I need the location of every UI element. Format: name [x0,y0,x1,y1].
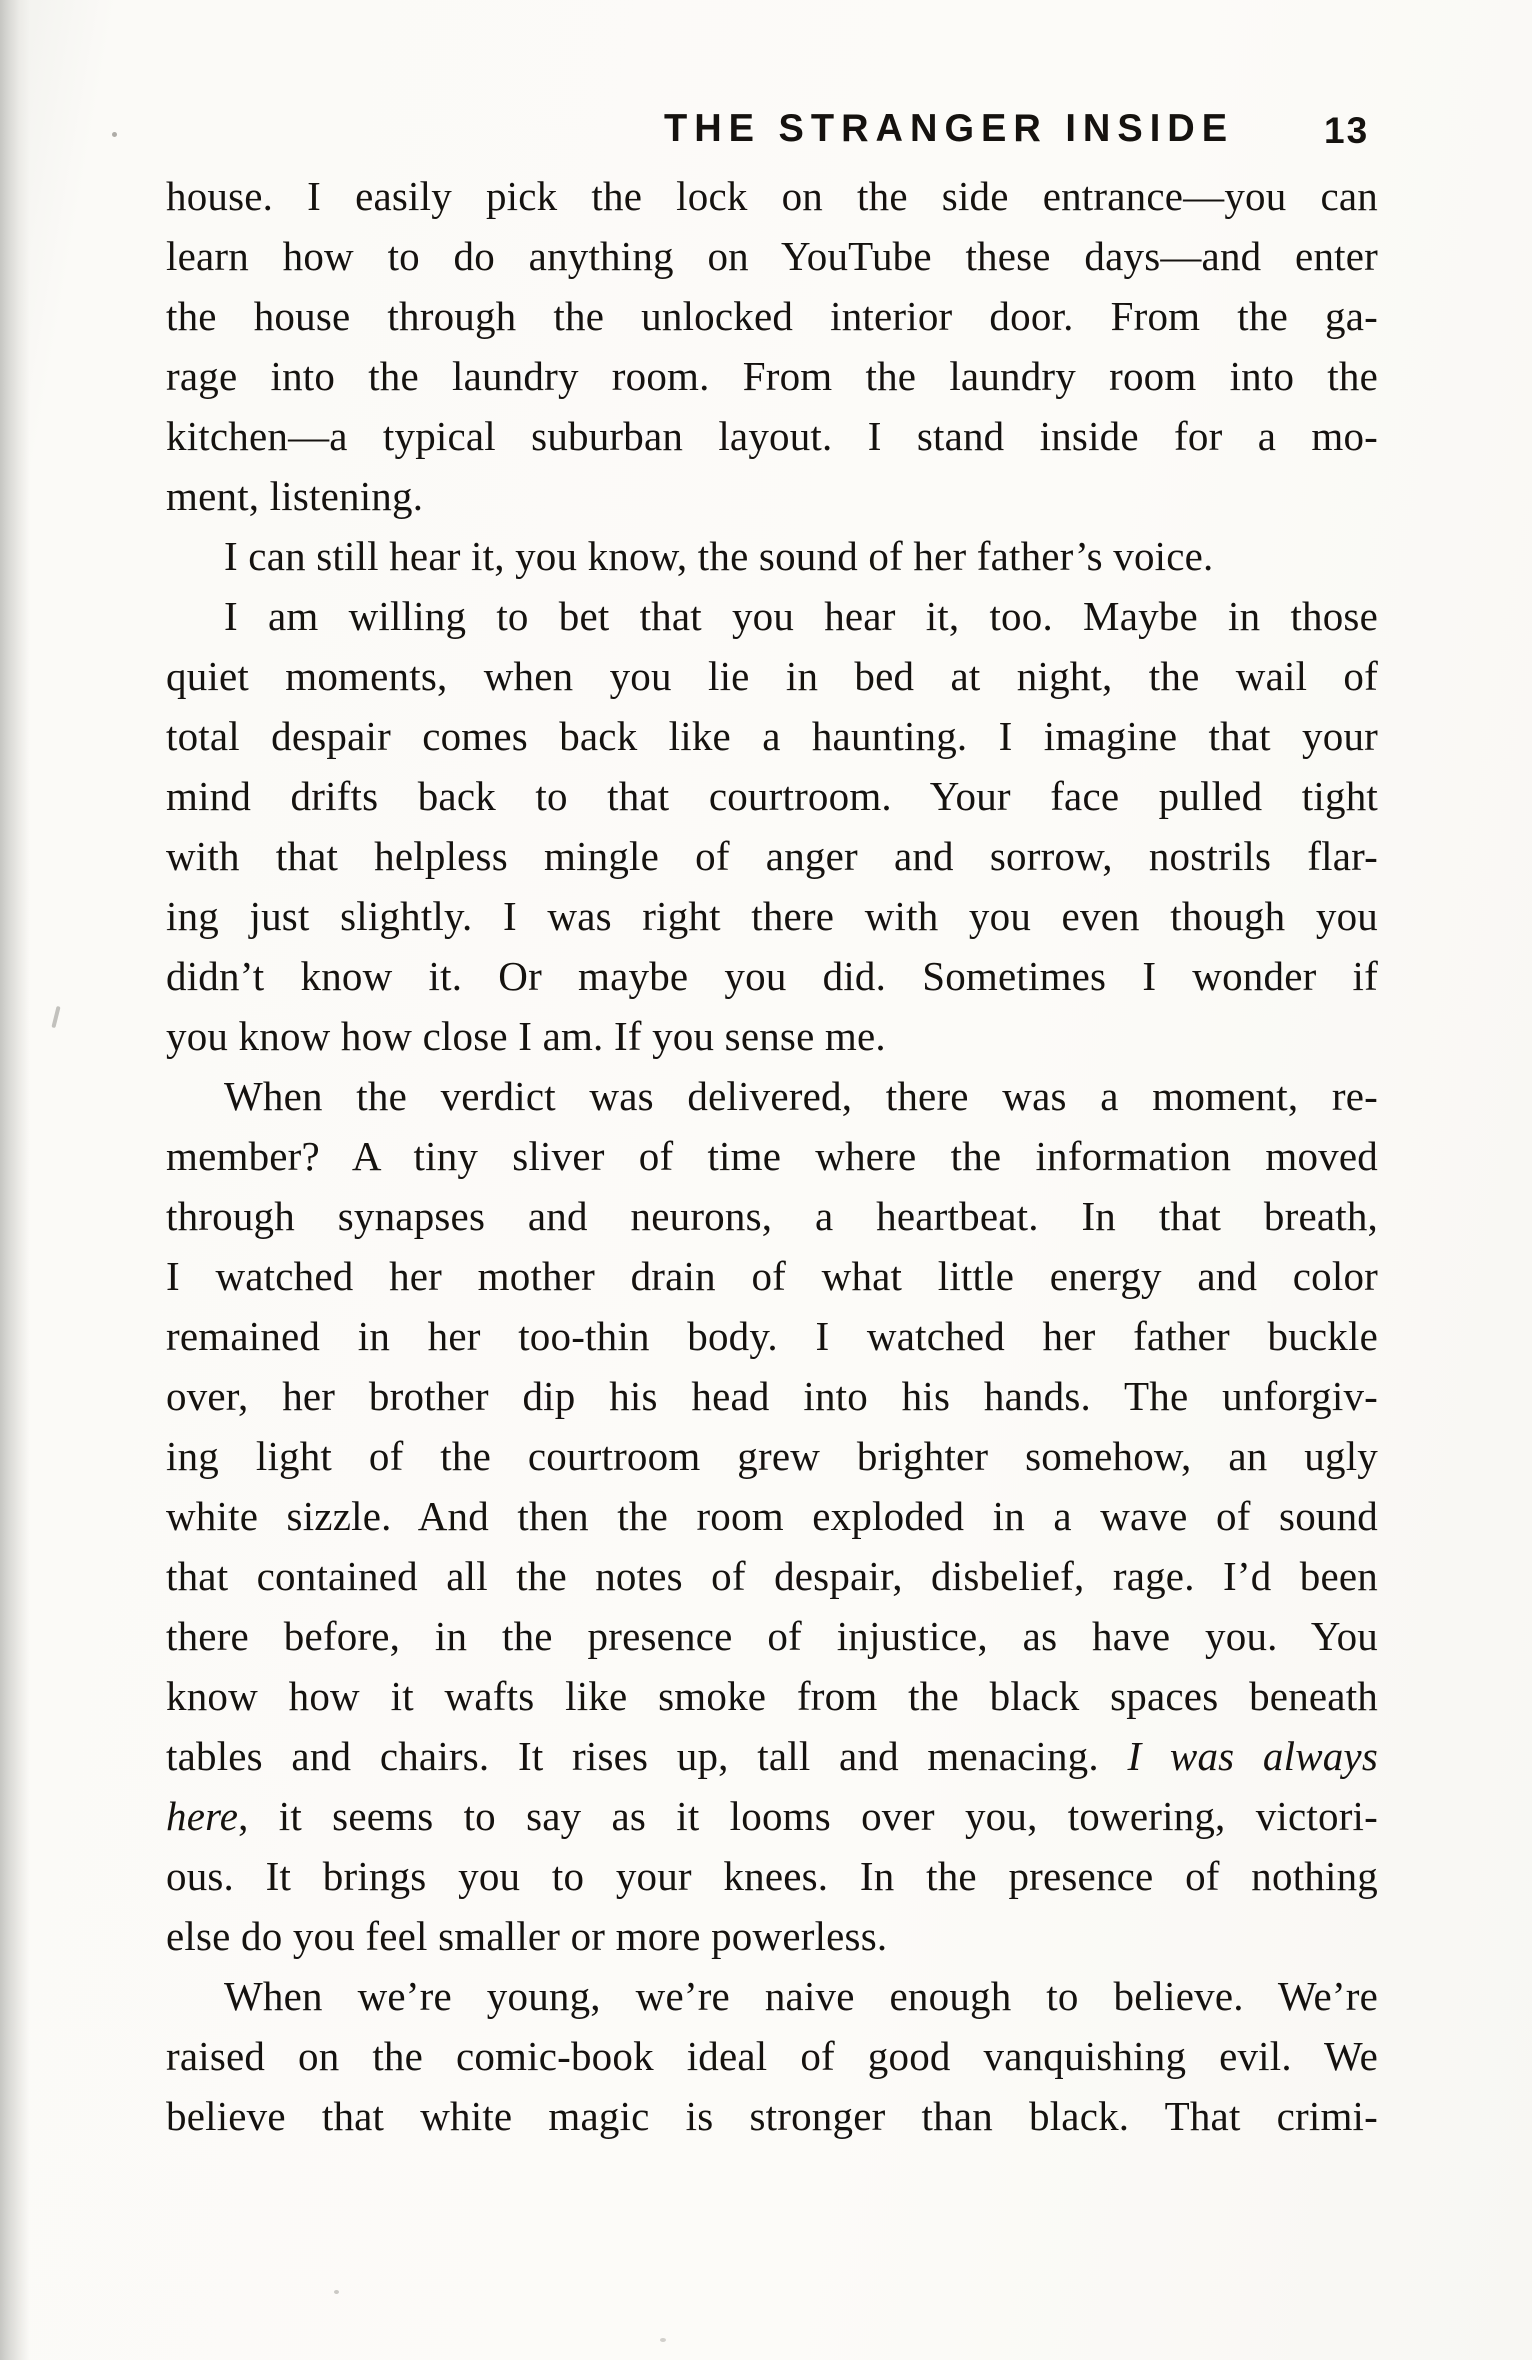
text-segment: there before, in the presence of injustice, as have you. You [166,1613,1378,1659]
text-segment-italic: I was always [1127,1733,1378,1779]
text-segment: ment, listening. [166,473,424,519]
text-segment: ing light of the courtroom grew brighter somehow, an ugly [166,1433,1378,1479]
text-line [166,2086,1378,2146]
text-line [166,946,1378,1006]
text-line [166,1726,1378,1786]
paragraph [166,526,1378,586]
text-line [166,766,1378,826]
text-segment: else do you feel smaller or more powerless. [166,1913,888,1959]
text-segment: kitchen—a typical suburban layout. I stand inside for a mo- [166,413,1378,459]
text-line [166,706,1378,766]
text-line [166,1786,1378,1846]
text-segment: with that helpless mingle of anger and sorrow, nostrils flar- [166,833,1378,879]
text-line [166,1186,1378,1246]
text-segment: remained in her too-thin body. I watched her father buckle [166,1313,1378,1359]
text-segment: didn’t know it. Or maybe you did. Sometimes I wonder if [166,953,1378,999]
text-segment: quiet moments, when you lie in bed at night, the wail of [166,653,1378,699]
text-segment: house. I easily pick the lock on the side entrance—you can [166,173,1378,219]
text-segment-italic: here [166,1793,239,1839]
text-line [166,2026,1378,2086]
text-line [166,1966,1378,2026]
text-line [166,1606,1378,1666]
text-line [166,886,1378,946]
text-line [166,1426,1378,1486]
text-line [166,226,1378,286]
text-segment: , it seems to say as it looms over you, towering, victori- [238,1793,1378,1839]
page-number: 13 [1324,110,1370,151]
text-segment: ing just slightly. I was right there with you even though you [166,893,1378,939]
text-line [166,406,1378,466]
text-segment: raised on the comic-book ideal of good vanquishing evil. We [166,2033,1378,2079]
text-segment: that contained all the notes of despair, disbelief, rage. I’d been [166,1553,1378,1599]
text-line [166,646,1378,706]
scan-speck [334,2290,339,2294]
text-segment: mind drifts back to that courtroom. Your face pulled tight [166,773,1378,819]
paragraph [166,1066,1378,1966]
paragraph [166,1966,1378,2146]
text-segment: through synapses and neurons, a heartbeat. In that breath, [166,1193,1378,1239]
paragraph [166,586,1378,1066]
text-line [166,466,1378,526]
text-line [166,1306,1378,1366]
text-line [166,1846,1378,1906]
text-line [166,1066,1378,1126]
text-line [166,1246,1378,1306]
running-head [0,108,1532,158]
scan-speck [660,2338,666,2342]
text-segment: ous. It brings you to your knees. In the presence of nothing [166,1853,1378,1899]
text-segment: total despair comes back like a haunting. I imagine that your [166,713,1378,759]
text-line [166,1486,1378,1546]
text-line [166,1666,1378,1726]
text-line [166,166,1378,226]
text-segment: I can still hear it, you know, the sound of her father’s voice. [224,533,1214,579]
text-segment: When we’re young, we’re naive enough to believe. We’re [224,1973,1378,2019]
scan-speck [51,1006,60,1028]
text-segment: white sizzle. And then the room exploded in a wave of sound [166,1493,1378,1539]
text-segment: member? A tiny sliver of time where the information moved [166,1133,1378,1179]
text-line [166,1546,1378,1606]
text-line [166,1126,1378,1186]
scan-speck [112,132,117,137]
text-line [166,286,1378,346]
running-head-title: THE STRANGER INSIDE [664,107,1235,151]
text-segment: rage into the laundry room. From the laundry room into the [166,353,1378,399]
text-line [166,1366,1378,1426]
text-line [166,586,1378,646]
text-line [166,1906,1378,1966]
text-segment: tables and chairs. It rises up, tall and menacing. [166,1733,1128,1779]
text-line [166,346,1378,406]
text-line [166,1006,1378,1066]
text-segment: When the verdict was delivered, there was a moment, re- [224,1073,1378,1119]
text-segment: you know how close I am. If you sense me. [166,1013,886,1059]
text-line [166,526,1378,586]
text-segment: believe that white magic is stronger than black. That crimi- [166,2093,1378,2139]
text-segment: learn how to do anything on YouTube these days—and enter [166,233,1378,279]
text-segment: the house through the unlocked interior door. From the ga- [166,293,1378,339]
page-edge-shadow [0,0,30,2360]
text-segment: over, her brother dip his head into his hands. The unforgiv- [166,1373,1378,1419]
text-line [166,826,1378,886]
text-segment: know how it wafts like smoke from the black spaces beneath [166,1673,1378,1719]
paragraph [166,166,1378,526]
body-text [166,166,1378,2146]
text-segment: I am willing to bet that you hear it, too. Maybe in those [224,593,1378,639]
text-segment: I watched her mother drain of what little energy and color [166,1253,1378,1299]
